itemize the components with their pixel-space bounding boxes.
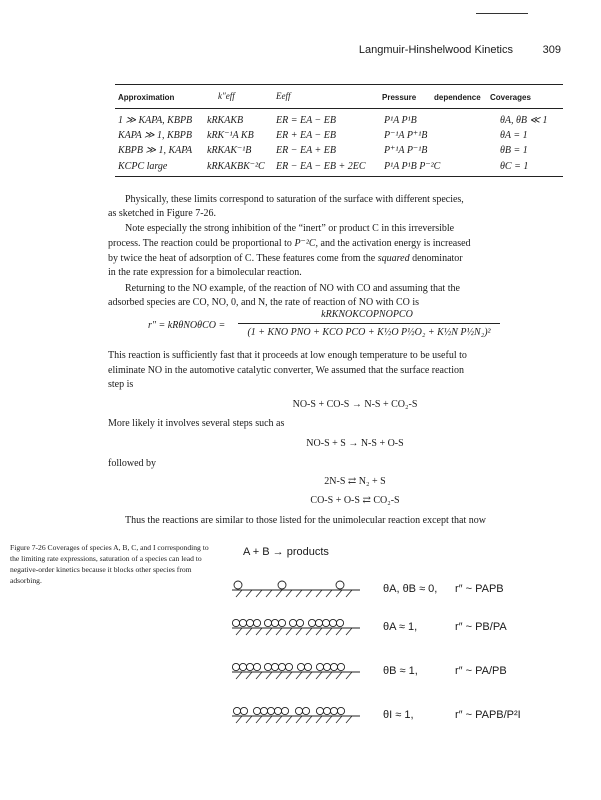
cell-keff: kRKAKBK⁻²C: [207, 161, 265, 172]
paragraph-2-line-2-end: and the activation energy is increased: [320, 238, 471, 249]
figure-title: A + B → products: [243, 546, 329, 558]
paragraph-2-line-2-start: process. The reaction could be proportional to: [108, 238, 292, 249]
cell-pressure: P⁻¹A P⁺¹B: [384, 130, 428, 141]
cell-eeff: ER − EA + EB: [276, 145, 336, 156]
col-header-pressure: Pressure: [382, 93, 417, 102]
case-3-rate: r″ ~ PA/PB: [455, 665, 507, 677]
cell-keff: kRKAKB: [207, 115, 244, 126]
paragraph-1-line-2: as sketched in Figure 7-26.: [108, 208, 217, 219]
reaction-equation-4: CO-S + O-S ⇄ CO₂-S: [310, 495, 400, 506]
paragraph-2-line-3-start: by twice the heat of adsorption of C. These features come from the: [108, 253, 376, 264]
reaction-equation-2: NO-S + S → N-S + O-S: [306, 438, 404, 449]
paragraph-2-line-3-end: denominator: [412, 253, 463, 264]
case-1-rate: r″ ~ PAPB: [455, 583, 504, 595]
case-4-rate: r″ ~ PAPB/P²I: [455, 709, 521, 721]
case-1-coverage: θA, θB ≈ 0,: [383, 583, 438, 595]
paragraph-2-line-2: [108, 238, 471, 249]
paragraph-6: followed by: [108, 458, 157, 469]
cell-approximation: KBPB ≫ 1, KAPA: [118, 145, 193, 156]
paragraph-4-line-3: step is: [108, 379, 134, 390]
paragraph-2-line-1: Note especially the strong inhibition of the “inert” or product C in this irreversible: [125, 223, 455, 234]
reaction-equation-1: NO-S + CO-S → N-S + CO₂-S: [292, 399, 418, 410]
cell-approximation: KCPC large: [118, 161, 168, 172]
col-header-eeff: Eeff: [276, 91, 291, 101]
cell-keff: kRKAK⁻¹B: [207, 145, 252, 156]
cell-pressure: P¹A P¹B P⁻²C: [384, 161, 441, 172]
table-header-rule: [115, 108, 563, 109]
table-top-rule: [115, 84, 563, 85]
paragraph-1-line-1: Physically, these limits correspond to saturation of the surface with different species,: [125, 194, 464, 205]
cell-keff: kRK⁻¹A KB: [207, 130, 254, 141]
table-bottom-rule: [115, 176, 563, 177]
surface-inert-saturated: [232, 702, 360, 724]
rate-equation-numerator: kRKNOKCOPNOPCO: [321, 309, 413, 320]
rate-equation-denominator: (1 + KNO PNO + KCO PCO + K½O P½O₂ + K½N P½N₂)²: [247, 327, 491, 338]
pc-power-term: P⁻²C,: [294, 238, 318, 249]
paragraph-4-line-1: This reaction is sufficiently fast that it proceeds at low enough temperature to be useful to: [108, 350, 467, 361]
cell-pressure: P⁺¹A P⁻¹B: [384, 145, 428, 156]
running-header-title: Langmuir-Hinshelwood Kinetics: [358, 44, 513, 56]
cell-approximation: 1 ≫ KAPA, KBPB: [118, 115, 193, 126]
surface-b-saturated: [232, 658, 360, 680]
paragraph-3-line-1: Returning to the NO example, of the reaction of NO with CO and assuming that the: [125, 283, 460, 294]
cell-coverage: θA, θB ≪ 1: [500, 115, 548, 126]
case-3-coverage: θB ≈ 1,: [383, 665, 418, 677]
paragraph-7: Thus the reactions are similar to those listed for the unimolecular reaction except that now: [125, 515, 486, 526]
col-header-coverages: Coverages: [490, 93, 531, 102]
fraction-bar: [238, 323, 500, 324]
cell-eeff: ER = EA − EB: [276, 115, 336, 126]
paragraph-3-line-2: adsorbed species are CO, NO, 0, and N, the rate of reaction of NO with CO is: [108, 297, 420, 308]
cell-coverage: θA = 1: [500, 130, 528, 141]
col-header-dependence: dependence: [434, 93, 481, 102]
paragraph-4-line-2: eliminate NO in the automotive catalytic converter, We assumed that the surface reaction: [108, 365, 464, 376]
emphasis-squared: squared: [377, 253, 410, 264]
cell-pressure: P¹A P¹B: [384, 115, 417, 126]
paragraph-5: More likely it involves several steps such as: [108, 418, 285, 429]
page-number: 309: [542, 44, 561, 56]
top-rule: [476, 13, 528, 14]
cell-approximation: KAPA ≫ 1, KBPB: [118, 130, 192, 141]
col-header-keff: k″eff: [218, 91, 235, 101]
cell-coverage: θC = 1: [500, 161, 529, 172]
figure-caption: Figure 7-26 Coverages of species A, B, C, and I corresponding to the limiting rate expressions, saturation of a species can lead to negative-order kinetics because it blocks other species from adsorbing.: [10, 543, 209, 585]
rate-equation-lhs: r″ = kRθNOθCO =: [148, 320, 226, 331]
paragraph-2-line-3: [108, 253, 463, 264]
reaction-equation-3: 2N-S ⇄ N₂ + S: [324, 476, 386, 487]
col-header-approximation: Approximation: [118, 93, 175, 102]
case-2-coverage: θA ≈ 1,: [383, 621, 418, 633]
case-4-coverage: θI ≈ 1,: [383, 709, 414, 721]
paragraph-2-line-4: in the rate expression for a bimolecular reaction.: [108, 267, 302, 278]
surface-sparse-coverage: [232, 576, 360, 598]
case-2-rate: r″ ~ PB/PA: [455, 621, 507, 633]
surface-a-saturated: [232, 614, 360, 636]
cell-eeff: ER − EA − EB + 2EC: [276, 161, 366, 172]
cell-eeff: ER + EA − EB: [276, 130, 336, 141]
cell-coverage: θB = 1: [500, 145, 528, 156]
